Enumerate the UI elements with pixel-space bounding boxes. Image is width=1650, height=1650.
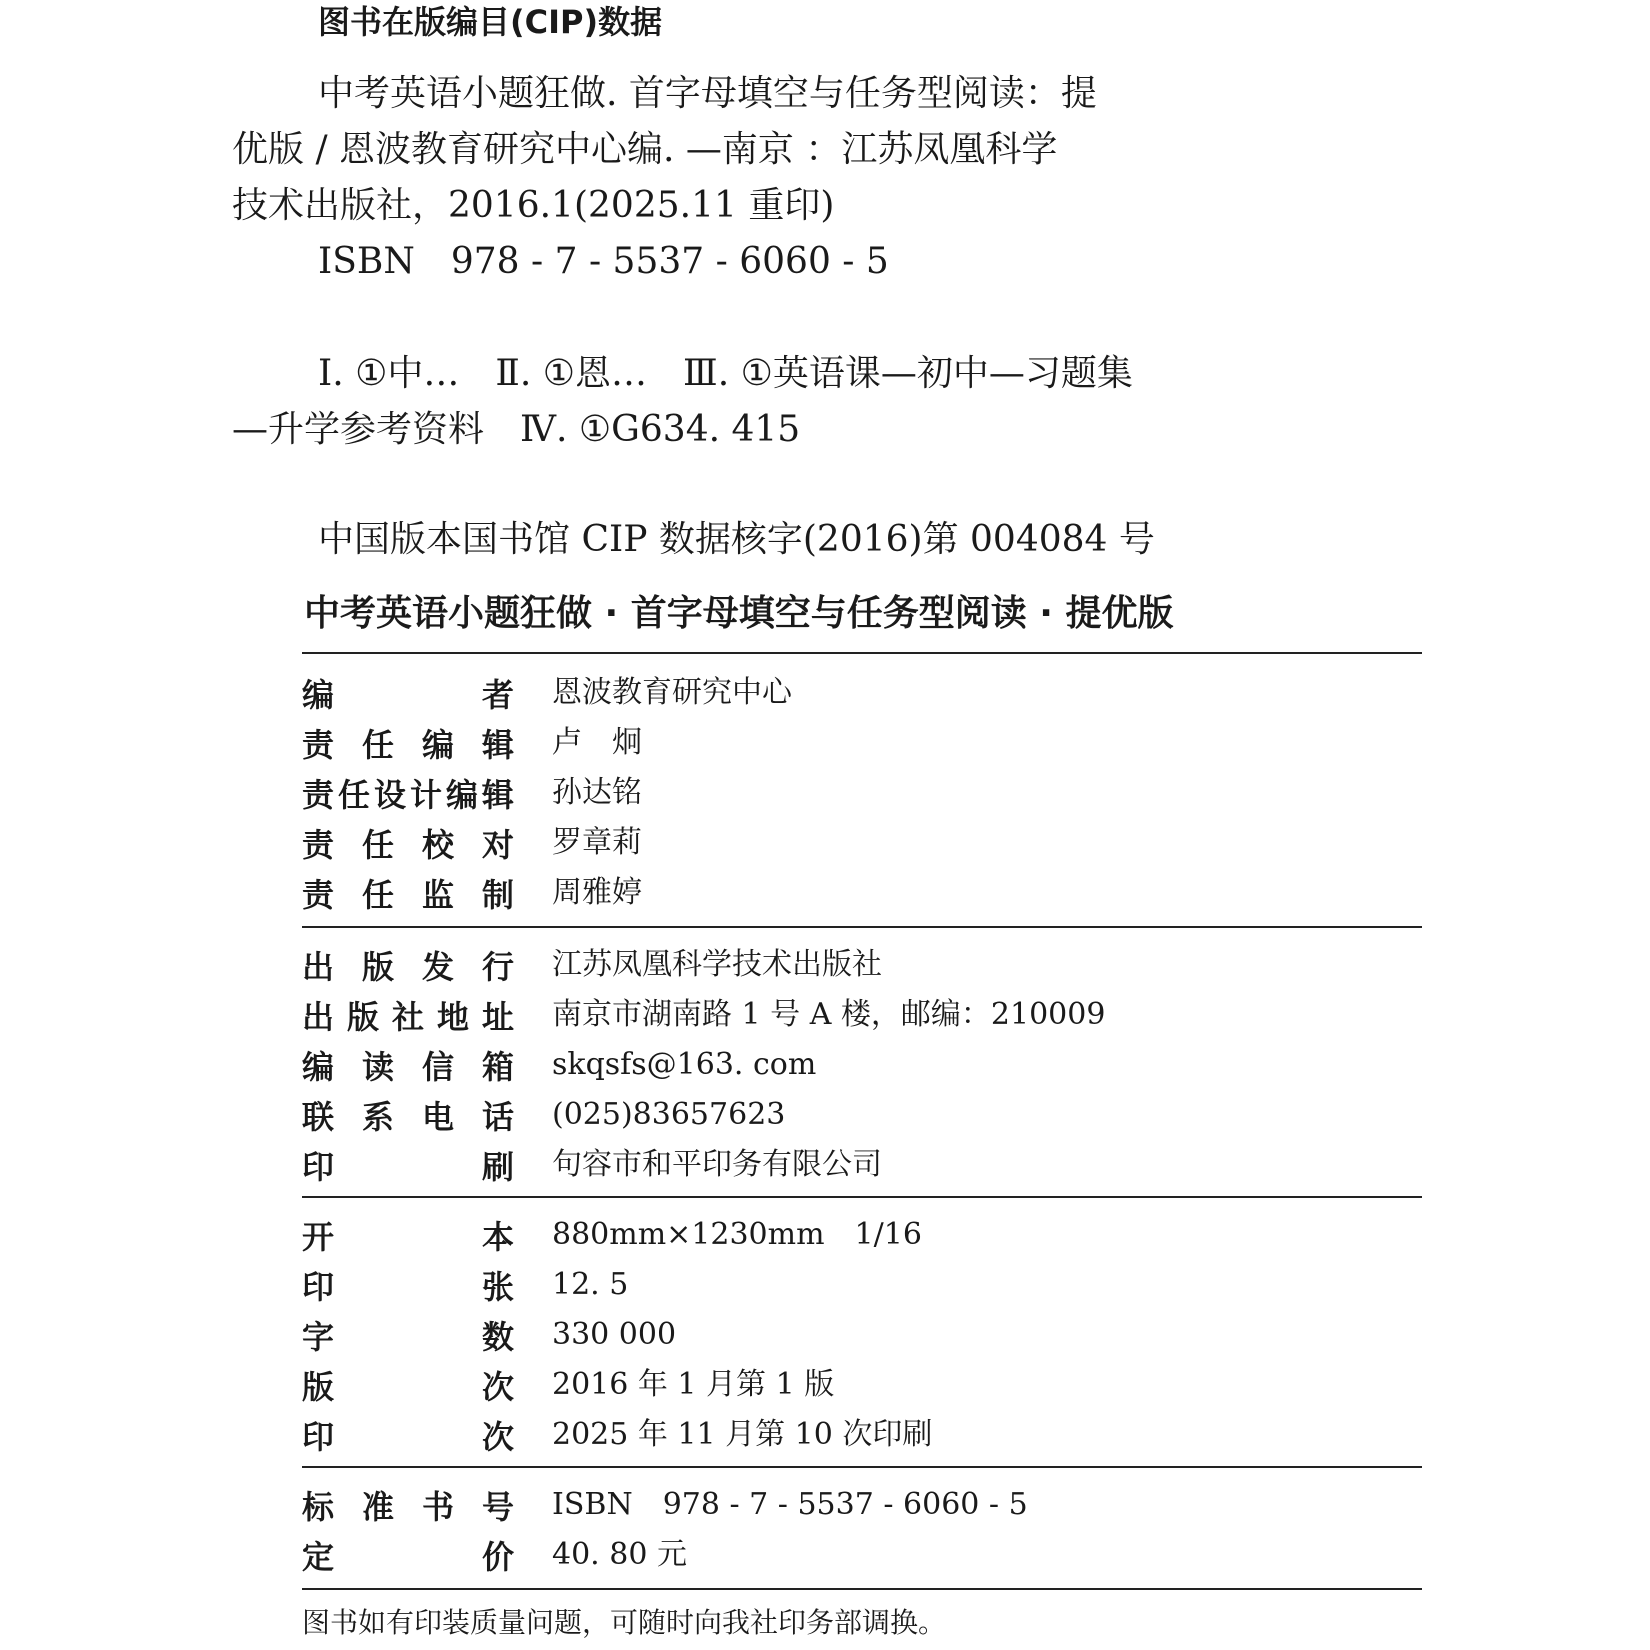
- divider: [302, 652, 1422, 654]
- credit-label: [302, 722, 514, 764]
- label-char: 任: [361, 726, 394, 764]
- label-char: 出: [302, 998, 335, 1036]
- label-text: [302, 942, 514, 988]
- label-char: 任: [337, 776, 370, 814]
- label-text: [302, 1312, 514, 1358]
- label-text: [302, 1262, 514, 1308]
- label-char: 电: [421, 1098, 454, 1136]
- label-text: [302, 820, 514, 866]
- spec-label: [302, 1214, 514, 1256]
- label-char: 话: [481, 1098, 514, 1136]
- spec-label: [302, 1314, 514, 1356]
- publisher-label: [302, 944, 514, 986]
- label-char: 箱: [481, 1048, 514, 1086]
- label-char: 计: [409, 776, 442, 814]
- label-char: 联: [302, 1098, 335, 1136]
- label-text: [302, 770, 514, 816]
- label-char: 刷: [481, 1148, 514, 1186]
- credit-label: [302, 772, 514, 814]
- label-char: 制: [481, 876, 514, 914]
- credit-value: 恩波教育研究中心: [552, 675, 792, 710]
- credit-label: [302, 872, 514, 914]
- label-text: [302, 670, 514, 716]
- label-char: 社: [391, 998, 424, 1036]
- cip-title-line-3: 技术出版社，2016.1(2025.11 重印): [232, 185, 835, 226]
- label-char: 号: [481, 1488, 514, 1526]
- label-text: [302, 1482, 514, 1528]
- label-char: 责: [302, 826, 335, 864]
- label-char: 发: [421, 948, 454, 986]
- label-text: [302, 1532, 514, 1578]
- label-char: 标: [302, 1488, 335, 1526]
- label-text: [302, 1362, 514, 1408]
- credit-value: 罗章莉: [552, 825, 642, 860]
- label-char: 任: [361, 876, 394, 914]
- divider: [302, 1196, 1422, 1198]
- cip-classification-line-1: Ⅰ. ①中… Ⅱ. ①恩… Ⅲ. ①英语课—初中—习题集: [318, 353, 1133, 394]
- credit-label: [302, 822, 514, 864]
- label-char: 编: [302, 676, 335, 714]
- footer-note: 图书如有印装质量问题，可随时向我社印务部调换。: [302, 1606, 947, 1639]
- label-char: 印: [302, 1148, 335, 1186]
- publisher-label: [302, 1094, 514, 1136]
- label-char: 校: [421, 826, 454, 864]
- book-title: 中考英语小题狂做 · 首字母填空与任务型阅读 · 提优版: [304, 593, 1174, 634]
- publisher-value: 南京市湖南路 1 号 A 楼，邮编：210009: [552, 997, 1106, 1032]
- label-char: 张: [481, 1268, 514, 1306]
- publisher-label: [302, 994, 514, 1036]
- label-text: [302, 1092, 514, 1138]
- label-char: 编: [445, 776, 478, 814]
- label-char: 书: [421, 1488, 454, 1526]
- publisher-value: 句容市和平印务有限公司: [552, 1147, 882, 1182]
- publisher-value: 江苏凤凰科学技术出版社: [552, 947, 882, 982]
- credit-value: 周雅婷: [552, 875, 642, 910]
- label-char: 责: [302, 776, 335, 814]
- label-char: 准: [361, 1488, 394, 1526]
- standard-label: [302, 1534, 514, 1576]
- label-char: 行: [481, 948, 514, 986]
- label-char: 任: [361, 826, 394, 864]
- label-char: 地: [436, 998, 469, 1036]
- cip-heading: 图书在版编目(CIP)数据: [318, 3, 663, 41]
- label-char: 字: [302, 1318, 335, 1356]
- spec-value: 12. 5: [552, 1267, 629, 1302]
- price-value: 40. 80 元: [552, 1537, 687, 1572]
- label-char: 版: [302, 1368, 335, 1406]
- label-char: 版: [361, 948, 394, 986]
- label-char: 址: [481, 998, 514, 1036]
- spec-value: 330 000: [552, 1317, 677, 1352]
- isbn-value: ISBN 978 - 7 - 5537 - 6060 - 5: [552, 1487, 1028, 1522]
- label-text: [302, 1412, 514, 1458]
- label-text: [302, 1212, 514, 1258]
- label-char: 印: [302, 1418, 335, 1456]
- divider: [302, 1588, 1422, 1590]
- label-char: 信: [421, 1048, 454, 1086]
- label-char: 监: [421, 876, 454, 914]
- label-char: 数: [481, 1318, 514, 1356]
- label-text: [302, 992, 514, 1038]
- divider: [302, 1466, 1422, 1468]
- label-char: 出: [302, 948, 335, 986]
- label-char: 者: [481, 676, 514, 714]
- spec-value: 2025 年 11 月第 10 次印刷: [552, 1417, 933, 1452]
- label-char: 系: [361, 1098, 394, 1136]
- cip-record-number: 中国版本国书馆 CIP 数据核字(2016)第 004084 号: [318, 519, 1155, 560]
- label-char: 责: [302, 726, 335, 764]
- label-char: 开: [302, 1218, 335, 1256]
- credit-value: 孙达铭: [552, 775, 642, 810]
- label-char: 版: [346, 998, 379, 1036]
- label-char: 价: [481, 1538, 514, 1576]
- publisher-email: skqsfs@163. com: [552, 1047, 817, 1082]
- cip-isbn-line: ISBN 978 - 7 - 5537 - 6060 - 5: [318, 241, 889, 282]
- label-char: 编: [302, 1048, 335, 1086]
- label-text: [302, 1042, 514, 1088]
- label-text: [302, 720, 514, 766]
- spec-value: 2016 年 1 月第 1 版: [552, 1367, 835, 1402]
- spec-label: [302, 1364, 514, 1406]
- credit-label: [302, 672, 514, 714]
- label-char: 辑: [481, 726, 514, 764]
- label-char: 辑: [481, 776, 514, 814]
- label-char: 次: [481, 1368, 514, 1406]
- cip-title-line-1: 中考英语小题狂做. 首字母填空与任务型阅读：提: [318, 73, 1097, 114]
- label-char: 责: [302, 876, 335, 914]
- cip-classification-line-2: —升学参考资料 Ⅳ. ①G634. 415: [232, 409, 801, 450]
- publisher-label: [302, 1044, 514, 1086]
- label-char: 次: [481, 1418, 514, 1456]
- label-char: 印: [302, 1268, 335, 1306]
- label-char: 设: [373, 776, 406, 814]
- divider: [302, 926, 1422, 928]
- label-char: 本: [481, 1218, 514, 1256]
- label-char: 定: [302, 1538, 335, 1576]
- label-text: [302, 870, 514, 916]
- spec-label: [302, 1264, 514, 1306]
- label-char: 读: [361, 1048, 394, 1086]
- credit-value: 卢 炯: [552, 725, 642, 760]
- cip-title-line-2: 优版 / 恩波教育研究中心编. —南京 ：江苏凤凰科学: [232, 129, 1058, 170]
- label-char: 对: [481, 826, 514, 864]
- label-text: [302, 1142, 514, 1188]
- standard-label: [302, 1484, 514, 1526]
- publisher-phone: (025)83657623: [552, 1097, 786, 1132]
- label-char: 编: [421, 726, 454, 764]
- spec-value: 880mm×1230mm 1/16: [552, 1217, 922, 1252]
- spec-label: [302, 1414, 514, 1456]
- publisher-label: [302, 1144, 514, 1186]
